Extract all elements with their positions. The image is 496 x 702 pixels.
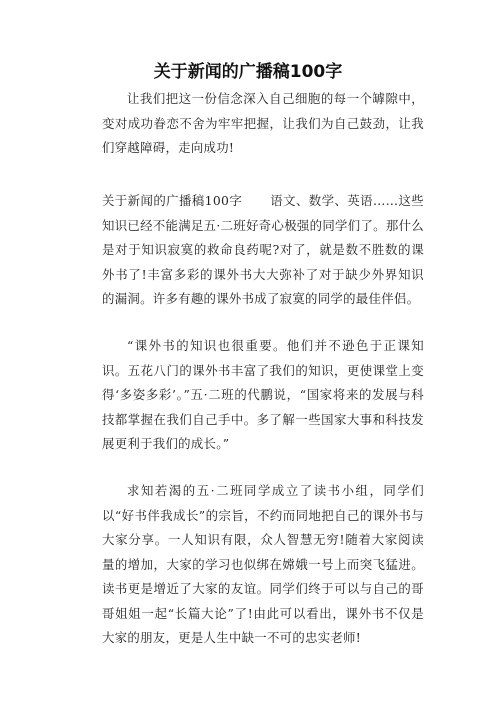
paragraph-1: 让我们把这一份信念深入自己细胞的每一个罅隙中，变对成功眷恋不舍为牢牢把握，让我们为自己鼓劲，让我们穿越障碍，走向成功!: [102, 91, 424, 155]
document-title: 关于新闻的广播稿100字: [153, 62, 343, 82]
inline-heading: 关于新闻的广播稿100字: [102, 193, 243, 208]
paragraph-2-text: 语文、数学、英语……这些知识已经不能满足五·二班好奇心极强的同学们了。那什么是对于知识寂寞的救命良药呢?对了，就是数不胜数的课外书了!丰富多彩的课外书大大弥补了对于缺少外界知识的漏洞。许多有趣的课外书成了寂寞的同学的最佳伴侣。: [102, 193, 424, 306]
paragraph-4: 求知若渴的五·二班同学成立了读书小组，同学们以“好书伴我成长”的宗旨，不约而同地把自己的课外书与大家分享。一人知识有限，众人智慧无穷!随着大家阅读量的增加，大家的学习也似绑在嫦娥一号上而突飞猛进。读书更是增近了大家的友谊。同学们终于可以与自己的哥哥姐姐一起“长篇大论”了!由此可以看出，课外书不仅是大家的朋友，更是人生中缺一不可的忠实老师!: [102, 483, 424, 645]
paragraph-2: [102, 189, 424, 312]
paragraph-3: “课外书的知识也很重要。他们并不逊色于正课知识。五花八门的课外书丰富了我们的知识，更使课堂上变得‘多姿多彩’。”五·二班的代鹏说，“国家将来的发展与科技都掌握在我们自己手中。多了解一些国家大事和科技发展更利于我们的成长。”: [102, 338, 424, 451]
